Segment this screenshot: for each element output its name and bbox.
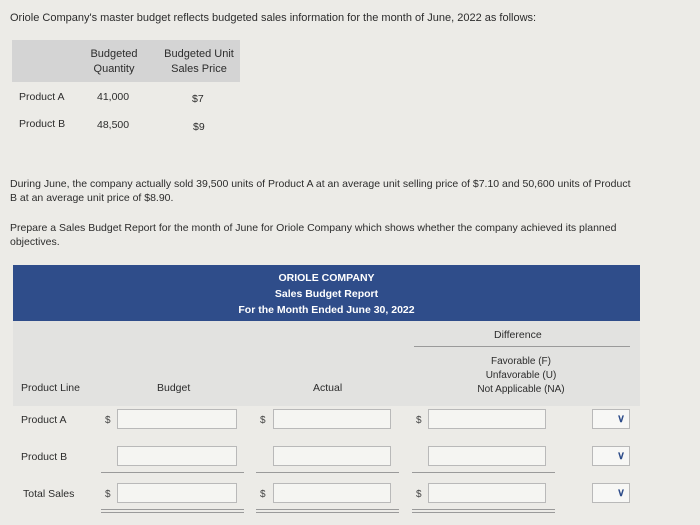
header-budgeted-unit-price	[158, 47, 240, 77]
company-name: ORIOLE COMPANY	[278, 272, 375, 284]
col-header-budget: Budget	[157, 382, 191, 394]
total-rule-actual	[256, 509, 399, 510]
chevron-down-icon: ∨	[616, 450, 625, 462]
total-double-rule-difference	[412, 512, 555, 513]
budget-input-product-a[interactable]	[117, 409, 237, 429]
legend-favorable: Favorable (F)	[490, 356, 551, 367]
total-double-rule-actual	[256, 512, 399, 513]
text-line: objectives.	[10, 236, 60, 248]
report-row-label-product-b: Product B	[21, 451, 68, 463]
header-line: Quantity	[93, 63, 135, 75]
dollar-sign: $	[260, 489, 266, 500]
dollar-sign: $	[105, 415, 111, 426]
instruction-text	[10, 221, 616, 249]
dollar-sign: $	[416, 415, 422, 426]
report-row-label-total-sales: Total Sales	[23, 488, 75, 500]
budget-input-total-sales[interactable]	[117, 483, 237, 503]
header-line: Budgeted	[90, 48, 138, 60]
subtotal-rule-budget	[101, 472, 244, 473]
actual-input-total-sales[interactable]	[273, 483, 391, 503]
difference-legend	[458, 355, 584, 397]
intro-text: Oriole Company's master budget reflects budgeted sales information for the month of June, 2022 as follows:	[10, 12, 537, 24]
dollar-sign: $	[416, 489, 422, 500]
difference-type-select-product-b[interactable]	[592, 446, 630, 466]
difference-input-product-a[interactable]	[428, 409, 546, 429]
legend-not-applicable: Not Applicable (NA)	[477, 384, 565, 395]
dollar-sign: $	[260, 415, 266, 426]
difference-input-product-b[interactable]	[428, 446, 546, 466]
total-double-rule-budget	[101, 512, 244, 513]
col-header-product-line: Product Line	[21, 382, 80, 394]
difference-type-select-total-sales[interactable]	[592, 483, 630, 503]
header-line: Sales Price	[171, 63, 227, 75]
budgeted-price-product-b: $9	[193, 121, 205, 133]
text-line: B at an average unit price of $8.90.	[10, 192, 174, 204]
report-banner	[13, 265, 640, 321]
text-line: Prepare a Sales Budget Report for the month of June for Oriole Company which shows whether the company achieved its planned	[10, 222, 617, 234]
budget-input-product-b[interactable]	[117, 446, 237, 466]
chevron-down-icon: ∨	[616, 487, 625, 499]
total-rule-budget	[101, 509, 244, 510]
difference-type-select-product-a[interactable]	[592, 409, 630, 429]
header-budgeted-quantity	[82, 47, 146, 77]
actual-sales-text	[10, 177, 630, 205]
budgeted-quantity-product-b: 48,500	[97, 119, 130, 131]
budgeted-quantity-product-a: 41,000	[97, 91, 130, 103]
legend-unfavorable: Unfavorable (U)	[485, 370, 557, 381]
col-header-actual: Actual	[313, 382, 343, 394]
total-rule-difference	[412, 509, 555, 510]
budgeted-price-product-a: $7	[192, 93, 204, 105]
chevron-down-icon: ∨	[616, 413, 625, 425]
report-period: For the Month Ended June 30, 2022	[238, 304, 415, 316]
dollar-sign: $	[105, 489, 111, 500]
subtotal-rule-actual	[256, 472, 399, 473]
difference-input-total-sales[interactable]	[428, 483, 546, 503]
actual-input-product-b[interactable]	[273, 446, 391, 466]
text-line: During June, the company actually sold 39,500 units of Product A at an average unit selling price of $7.10 and 50,600 units of Product	[10, 178, 631, 190]
row-label-product-a: Product A	[19, 91, 65, 103]
subtotal-rule-difference	[412, 472, 555, 473]
report-row-label-product-a: Product A	[21, 414, 67, 426]
difference-header-rule	[414, 346, 630, 347]
header-line: Budgeted Unit	[164, 48, 234, 60]
col-header-difference: Difference	[494, 329, 542, 341]
report-title: Sales Budget Report	[274, 288, 379, 300]
actual-input-product-a[interactable]	[273, 409, 391, 429]
row-label-product-b: Product B	[19, 118, 66, 130]
